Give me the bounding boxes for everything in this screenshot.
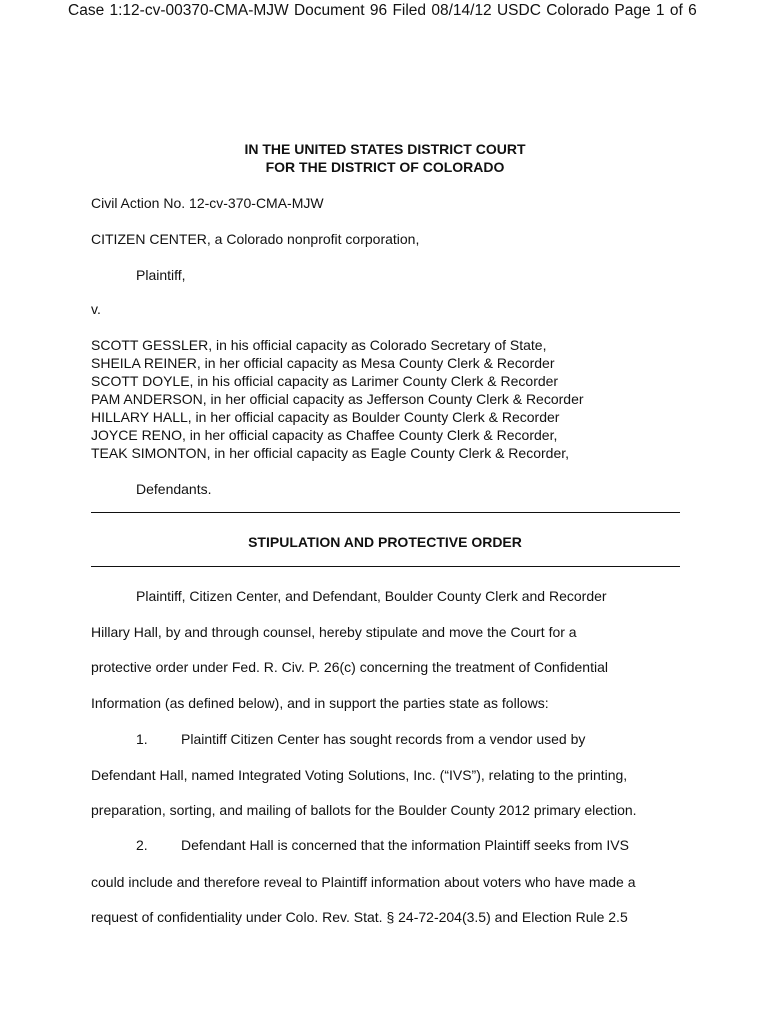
- body-line: could include and therefore reveal to Plaintiff information about voters who have made a: [91, 874, 636, 890]
- defendant-line: SCOTT GESSLER, in his official capacity as Colorado Secretary of State,: [91, 337, 547, 353]
- defendant-line: HILLARY HALL, in her official capacity as Boulder County Clerk & Recorder: [91, 409, 560, 425]
- body-line: preparation, sorting, and mailing of ballots for the Boulder County 2012 primary election.: [91, 802, 637, 818]
- paragraph-number: 2.: [136, 837, 148, 853]
- body-line: Defendant Hall is concerned that the information Plaintiff seeks from IVS: [181, 837, 629, 853]
- body-line: protective order under Fed. R. Civ. P. 26(c) concerning the treatment of Confidential: [91, 659, 608, 675]
- paragraph-number: 1.: [136, 731, 148, 747]
- body-line: Hillary Hall, by and through counsel, hereby stipulate and move the Court for a: [91, 624, 577, 640]
- defendants-label: Defendants.: [136, 481, 212, 497]
- body-line: Plaintiff, Citizen Center, and Defendant, Boulder County Clerk and Recorder: [136, 588, 607, 604]
- court-name-line-2: FOR THE DISTRICT OF COLORADO: [265, 159, 505, 175]
- plaintiff-name: CITIZEN CENTER, a Colorado nonprofit corporation,: [91, 231, 420, 247]
- defendant-line: TEAK SIMONTON, in her official capacity as Eagle County Clerk & Recorder,: [91, 445, 570, 461]
- case-header: Case 1:12-cv-00370-CMA-MJW Document 96 Filed 08/14/12 USDC Colorado Page 1 of 6: [68, 2, 697, 19]
- divider-top: [91, 512, 680, 513]
- body-line: request of confidentiality under Colo. Rev. Stat. § 24-72-204(3.5) and Election Rule 2.5: [91, 909, 628, 925]
- body-line: Information (as defined below), and in support the parties state as follows:: [91, 695, 549, 711]
- versus: v.: [91, 301, 101, 317]
- document-title: STIPULATION AND PROTECTIVE ORDER: [248, 534, 522, 550]
- civil-action-number: Civil Action No. 12-cv-370-CMA-MJW: [91, 195, 324, 211]
- body-line: Plaintiff Citizen Center has sought records from a vendor used by: [181, 731, 586, 747]
- divider-bottom: [91, 566, 680, 567]
- defendant-line: JOYCE RENO, in her official capacity as Chaffee County Clerk & Recorder,: [91, 427, 558, 443]
- defendant-line: SCOTT DOYLE, in his official capacity as Larimer County Clerk & Recorder: [91, 373, 559, 389]
- defendant-line: PAM ANDERSON, in her official capacity as Jefferson County Clerk & Recorder: [91, 391, 584, 407]
- court-name-line-1: IN THE UNITED STATES DISTRICT COURT: [244, 141, 526, 157]
- defendant-line: SHEILA REINER, in her official capacity as Mesa County Clerk & Recorder: [91, 355, 555, 371]
- plaintiff-label: Plaintiff,: [136, 267, 186, 283]
- body-line: Defendant Hall, named Integrated Voting Solutions, Inc. (“IVS”), relating to the printing,: [91, 767, 628, 783]
